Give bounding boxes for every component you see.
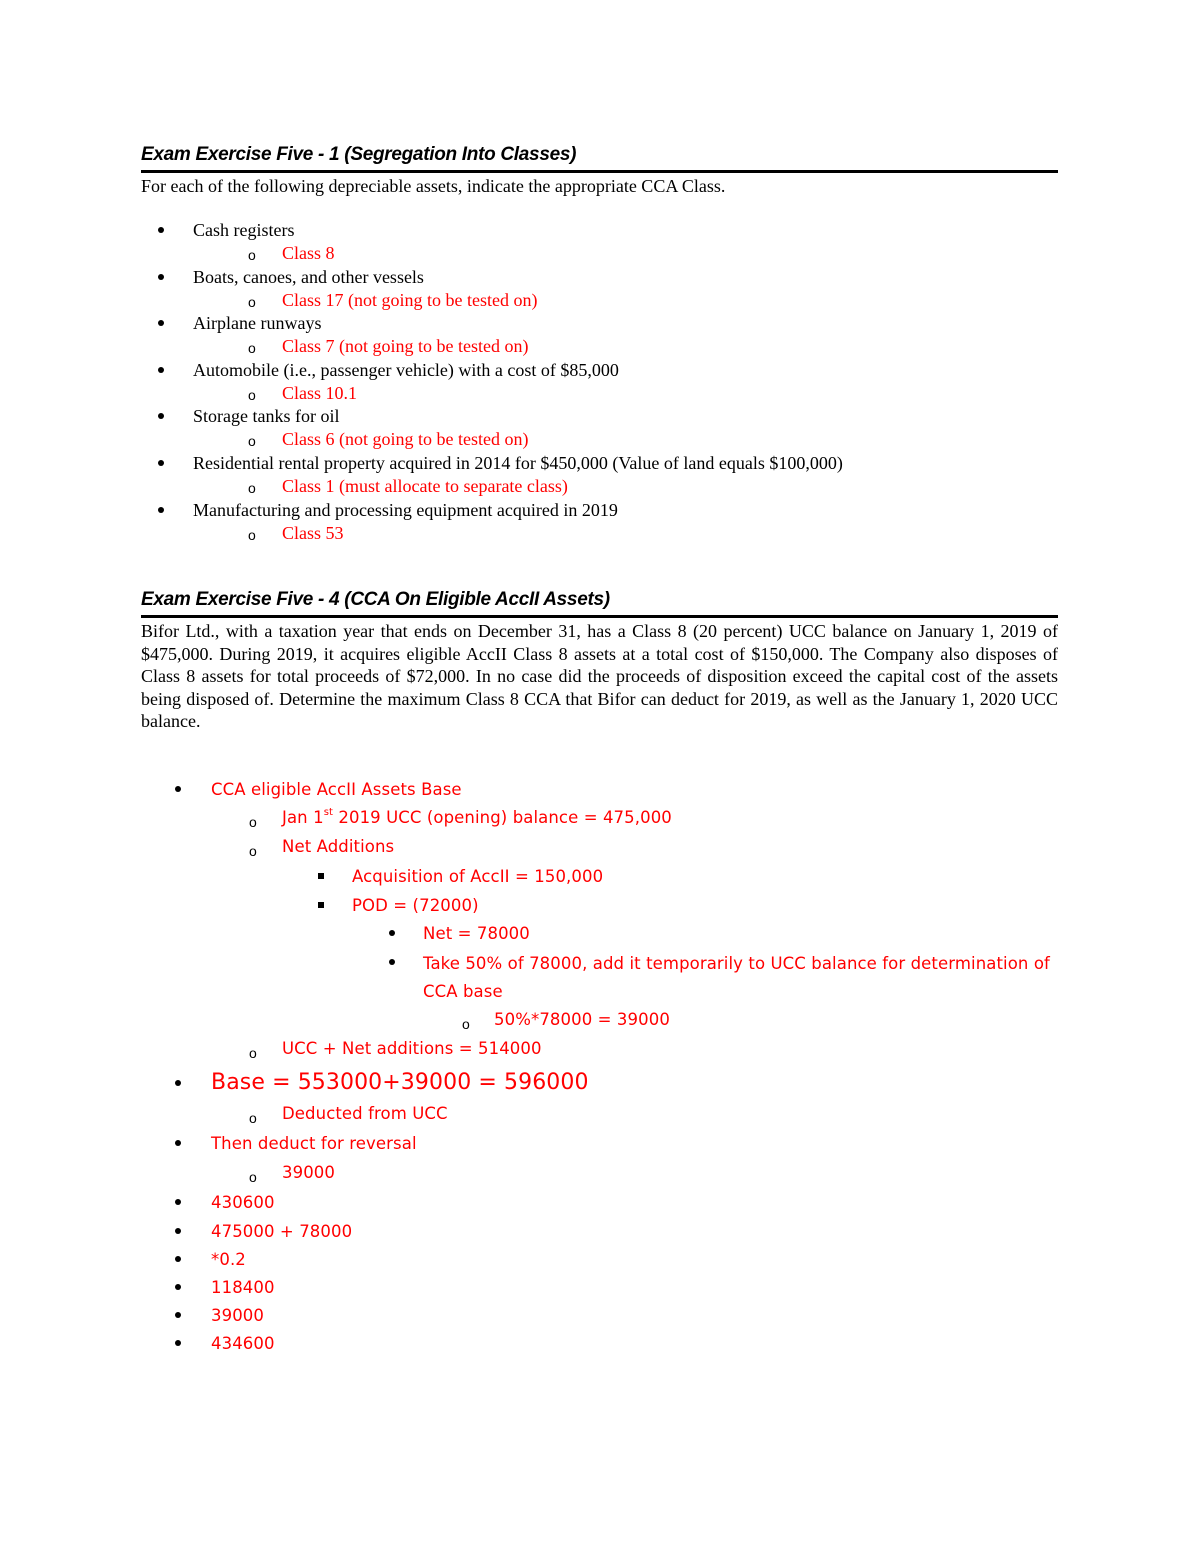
exercise-4-heading: Exam Exercise Five - 4 (CCA On Eligible AccII Assets) [141, 589, 1058, 618]
base-line: Base = 553000+39000 = 596000 [211, 1070, 589, 1095]
exercise-4-paragraph: Bifor Ltd., with a taxation year that ends on December 31, has a Class 8 (20 percent) UCC balance on January 1, 2019 of $475,000. During 2019, it acquires eligible AccII Class 8 assets at a total cost of $150,000. The Company also disposes of Class 8 assets for total proceeds of $72,000. In no case did the proceeds of disposition exceed the capital cost of the assets being disposed of. Determine the maximum Class 8 CCA that Bifor can deduct for 2019, as well as the January 1, 2020 UCC balance. [141, 621, 1058, 732]
circle-bullet-icon: o [248, 247, 256, 263]
bullet-icon [175, 1080, 181, 1086]
bullet-icon [175, 786, 181, 792]
class-answer: Class 17 (not going to be tested on) [282, 290, 538, 310]
bullet-icon [175, 1256, 181, 1262]
square-bullet-icon [318, 902, 324, 908]
square-bullet-icon [318, 873, 324, 879]
class-answer: Class 8 [282, 243, 335, 263]
bullet-icon [175, 1340, 181, 1346]
list-value: 39000 [211, 1306, 264, 1325]
bullet-icon [158, 460, 164, 466]
asset-item: Storage tanks for oil [193, 406, 340, 426]
class-answer: Class 53 [282, 523, 344, 543]
ucc-net-additions: UCC + Net additions = 514000 [282, 1039, 542, 1058]
asset-item: Automobile (i.e., passenger vehicle) with a cost of $85,000 [193, 360, 619, 380]
bullet-icon [158, 274, 164, 280]
class-answer: Class 6 (not going to be tested on) [282, 429, 529, 449]
pod-line: POD = (72000) [352, 896, 479, 915]
circle-bullet-icon: o [248, 433, 256, 449]
asset-item: Residential rental property acquired in 2014 for $450,000 (Value of land equals $100,000) [193, 453, 843, 473]
reversal-value: 39000 [282, 1163, 335, 1182]
deducted-line: Deducted from UCC [282, 1104, 448, 1123]
jan-suffix: 2019 UCC (opening) balance = 475,000 [333, 808, 672, 827]
class-answer: Class 7 (not going to be tested on) [282, 336, 529, 356]
bullet-icon [175, 1228, 181, 1234]
circle-bullet-icon: o [249, 1110, 257, 1126]
acquisition-line: Acquisition of AccII = 150,000 [352, 867, 604, 886]
bullet-icon [175, 1199, 181, 1205]
bullet-icon [158, 227, 164, 233]
jan-ucc-line [282, 808, 672, 828]
jan-superscript: st [323, 806, 334, 818]
circle-bullet-icon: o [249, 1045, 257, 1061]
circle-bullet-icon: o [248, 480, 256, 496]
net-additions-label: Net Additions [282, 837, 395, 856]
circle-bullet-icon: o [249, 1169, 257, 1185]
jan-prefix: Jan 1 [282, 808, 324, 827]
list-value: 475000 + 78000 [211, 1222, 353, 1241]
circle-bullet-icon: o [248, 387, 256, 403]
then-deduct-line: Then deduct for reversal [211, 1134, 417, 1153]
bullet-icon [158, 367, 164, 373]
circle-bullet-icon: o [462, 1016, 470, 1032]
list-value: *0.2 [211, 1250, 246, 1269]
class-answer: Class 1 (must allocate to separate class) [282, 476, 568, 496]
net-line: Net = 78000 [423, 924, 530, 943]
bullet-icon [158, 413, 164, 419]
exercise-1-heading: Exam Exercise Five - 1 (Segregation Into Classes) [141, 144, 1058, 173]
list-value: 430600 [211, 1193, 275, 1212]
asset-item: Boats, canoes, and other vessels [193, 267, 424, 287]
circle-bullet-icon: o [248, 340, 256, 356]
circle-bullet-icon: o [248, 527, 256, 543]
bullet-icon [158, 320, 164, 326]
asset-item: Cash registers [193, 220, 295, 240]
circle-bullet-icon: o [249, 814, 257, 830]
exercise-1-intro: For each of the following depreciable assets, indicate the appropriate CCA Class. [141, 176, 726, 196]
bullet-icon [175, 1284, 181, 1290]
class-answer: Class 10.1 [282, 383, 358, 403]
bullet-icon [175, 1312, 181, 1318]
fifty-percent-calc: 50%*78000 = 39000 [494, 1010, 670, 1029]
asset-item: Manufacturing and processing equipment acquired in 2019 [193, 500, 618, 520]
list-value: 118400 [211, 1278, 275, 1297]
circle-bullet-icon: o [249, 843, 257, 859]
bullet-icon [389, 959, 395, 965]
take-fifty-line: Take 50% of 78000, add it temporarily to UCC balance for determination of CCA base [423, 954, 1050, 1001]
circle-bullet-icon: o [248, 294, 256, 310]
base-title: CCA eligible AccII Assets Base [211, 780, 462, 799]
list-value: 434600 [211, 1334, 275, 1353]
bullet-icon [389, 930, 395, 936]
bullet-icon [158, 507, 164, 513]
asset-item: Airplane runways [193, 313, 322, 333]
bullet-icon [175, 1140, 181, 1146]
